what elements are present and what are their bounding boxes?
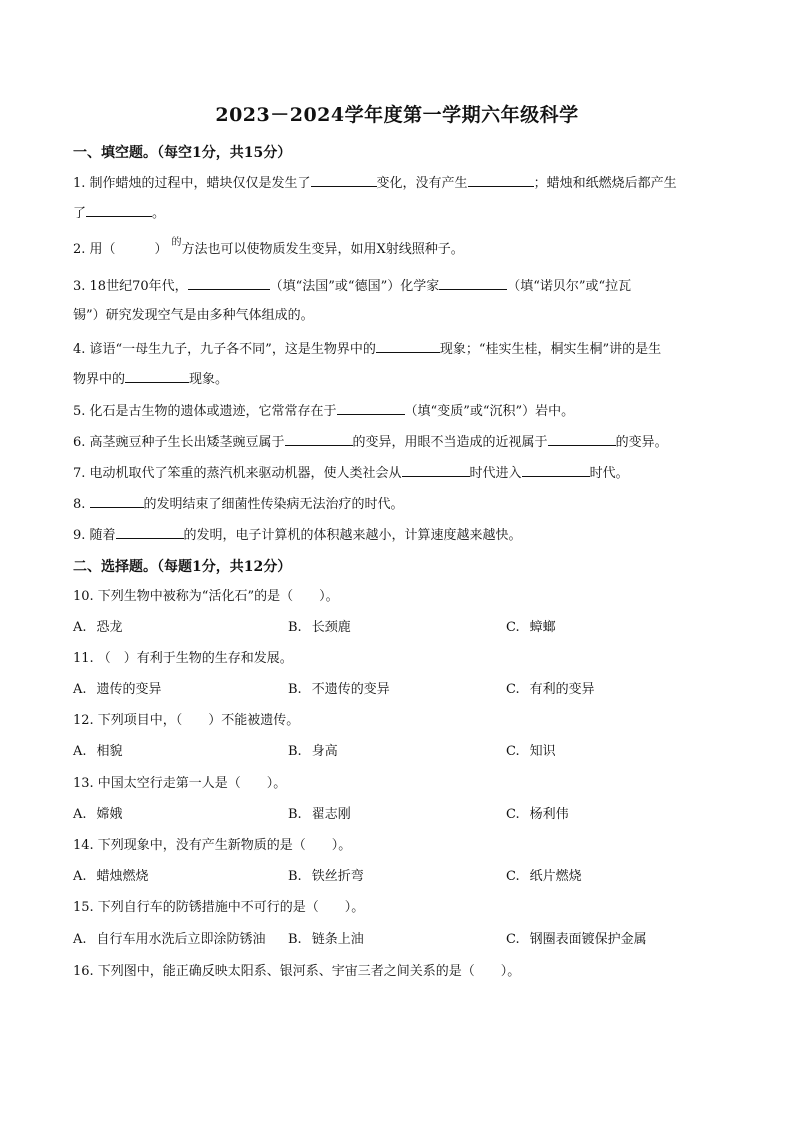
exam-title: 2023－2024学年度第一学期六年级科学 — [215, 104, 579, 126]
q4-text-a: 4. 谚语“一母生九子，九子各不同”，这是生物界中的 — [73, 342, 376, 357]
q13-option-a[interactable]: A. 嫦娥 — [73, 807, 123, 822]
fill-q5-line — [73, 400, 574, 422]
q3-text-c: （填“诺贝尔”或“拉瓦 — [507, 279, 632, 294]
q6-text-b: 的变异，用眼不当造成的近视属于 — [352, 435, 548, 450]
q5-text-a: 5. 化石是古生物的遗体或遗迹，它常常存在于 — [73, 404, 337, 419]
q8-text-b: 的发明结束了细菌性传染病无法治疗的时代。 — [143, 497, 404, 512]
q1-text-e: 。 — [152, 206, 166, 221]
q8-blank-1[interactable] — [90, 493, 144, 508]
choice-q13-stem: 13. 中国太空行走第一人是（ ）。 — [73, 776, 287, 791]
fill-q3-line2 — [73, 306, 314, 326]
q6-blank-1[interactable] — [285, 431, 353, 446]
q10-option-b[interactable]: B. 长颈鹿 — [288, 620, 351, 635]
fill-q7-line — [73, 462, 629, 484]
q6-text-c: 的变异。 — [615, 435, 668, 450]
q3-text-a: 3. 18世纪70年代， — [73, 279, 188, 294]
q7-text-a: 7. 电动机取代了笨重的蒸汽机来驱动机器，使人类社会从 — [73, 466, 402, 481]
q6-blank-2[interactable] — [548, 431, 616, 446]
q11-option-b[interactable]: B. 不遗传的变异 — [288, 682, 390, 697]
choice-q10-stem: 10. 下列生物中被称为“活化石”的是（ ）。 — [73, 589, 339, 604]
q5-text-b: （填“变质”或“沉积”）岩中。 — [404, 404, 575, 419]
fill-q1-line2 — [73, 202, 165, 224]
q4-blank-1[interactable] — [376, 338, 440, 353]
q15-option-c[interactable]: C. 钢圈表面镀保护金属 — [506, 932, 647, 947]
q12-option-b[interactable]: B. 身高 — [288, 744, 338, 759]
q15-option-b[interactable]: B. 链条上油 — [288, 932, 364, 947]
q7-blank-1[interactable] — [402, 462, 470, 477]
fill-q6-line — [73, 431, 668, 453]
fill-q9-line — [73, 524, 522, 546]
q14-option-c[interactable]: C. 纸片燃烧 — [506, 869, 582, 884]
section-fill-heading: 一、填空题。（每空1分，共15分） — [73, 145, 292, 161]
fill-q3-line1 — [73, 275, 631, 297]
q9-text-b: 的发明，电子计算机的体积越来越小，计算速度越来越快。 — [183, 528, 522, 543]
q12-option-a[interactable]: A. 相貌 — [73, 744, 123, 759]
q3-blank-1[interactable] — [188, 275, 270, 290]
q11-option-c[interactable]: C. 有利的变异 — [506, 682, 595, 697]
section-choice-heading: 二、选择题。（每题1分，共12分） — [73, 559, 292, 575]
q4-text-d: 现象。 — [189, 372, 229, 387]
q4-text-c: 物界中的 — [73, 372, 126, 387]
q1-text-b: 变化，没有产生 — [376, 176, 468, 191]
choice-q15-stem: 15. 下列自行车的防锈措施中不可行的是（ ）。 — [73, 900, 365, 915]
choice-q16-stem: 16. 下列图中，能正确反映太阳系、银河系、宇宙三者之间关系的是（ ）。 — [73, 964, 521, 979]
q13-option-b[interactable]: B. 翟志刚 — [288, 807, 351, 822]
q10-option-a[interactable]: A. 恐龙 — [73, 620, 123, 635]
q2-text-a: 2. 用（ ） — [73, 242, 168, 257]
q1-blank-2[interactable] — [468, 172, 534, 187]
q2-text-b: 的 — [171, 237, 182, 248]
q3-text-d: 锡”）研究发现空气是由多种气体组成的。 — [73, 308, 314, 323]
q3-text-b: （填“法国”或“德国”）化学家 — [269, 279, 440, 294]
q1-text-d: 了 — [73, 206, 87, 221]
fill-q4-line1 — [73, 338, 661, 360]
q6-text-a: 6. 高茎豌豆种子生长出矮茎豌豆属于 — [73, 435, 285, 450]
q10-option-c[interactable]: C. 蟑螂 — [506, 620, 556, 635]
q7-blank-2[interactable] — [522, 462, 590, 477]
q14-option-a[interactable]: A. 蜡烛燃烧 — [73, 869, 149, 884]
q11-option-a[interactable]: A. 遗传的变异 — [73, 682, 162, 697]
q14-option-b[interactable]: B. 铁丝折弯 — [288, 869, 364, 884]
choice-q12-stem: 12. 下列项目中，（ ）不能被遗传。 — [73, 713, 300, 728]
q8-text-a: 8. — [73, 497, 90, 512]
q1-blank-3[interactable] — [86, 202, 152, 217]
q7-text-c: 时代。 — [589, 466, 629, 481]
q9-blank-1[interactable] — [116, 524, 184, 539]
q1-text-a: 1. 制作蜡烛的过程中，蜡块仅仅是发生了 — [73, 176, 311, 191]
q4-text-b: 现象；“桂实生桂，桐实生桐”讲的是生 — [439, 342, 662, 357]
fill-q4-line2 — [73, 368, 228, 390]
q4-blank-2[interactable] — [125, 368, 189, 383]
q5-blank-1[interactable] — [337, 400, 405, 415]
q1-text-c: ；蜡烛和纸燃烧后都产生 — [533, 176, 677, 191]
q3-blank-2[interactable] — [439, 275, 507, 290]
fill-q2-line — [73, 237, 464, 261]
fill-q8-line — [73, 493, 404, 515]
q12-option-c[interactable]: C. 知识 — [506, 744, 556, 759]
q13-option-c[interactable]: C. 杨利伟 — [506, 807, 569, 822]
q9-text-a: 9. 随着 — [73, 528, 116, 543]
q7-text-b: 时代进入 — [469, 466, 522, 481]
q1-blank-1[interactable] — [311, 172, 377, 187]
fill-q1-line1 — [73, 172, 677, 194]
q15-option-a[interactable]: A. 自行车用水洗后立即涂防锈油 — [73, 932, 266, 947]
q2-text-c: 方法也可以使物质发生变异，如用X射线照种子。 — [181, 242, 464, 257]
choice-q14-stem: 14. 下列现象中，没有产生新物质的是（ ）。 — [73, 838, 352, 853]
choice-q11-stem: 11. （ ）有利于生物的生存和发展。 — [73, 651, 293, 666]
